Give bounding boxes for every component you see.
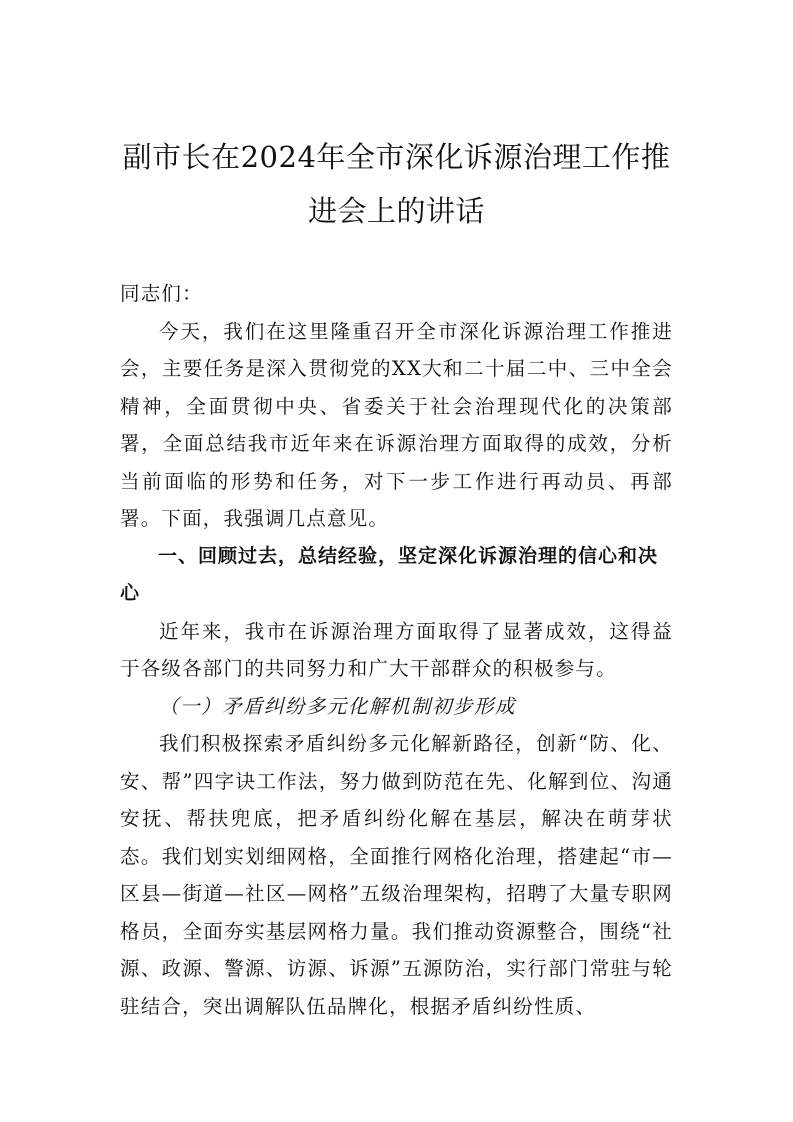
intro-paragraph: 今天，我们在这里隆重召开全市深化诉源治理工作推进会，主要任务是深入贯彻党的XX大和二十届二中、三中全会精神，全面贯彻中央、省委关于社会治理现代化的决策部署，全面总结我市近年来在诉源治理方面取得的成效，分析当前面临的形势和任务，对下一步工作进行再动员、再部署。下面，我强调几点意见。 (120, 319, 673, 530)
subsection-1-heading: （一）矛盾纠纷多元化解机制初步形成 (159, 694, 517, 718)
section-1-heading: 一、回顾过去，总结经验，坚定深化诉源治理的信心和决心 (120, 544, 659, 604)
salutation: 同志们： (120, 282, 203, 305)
document-title (110, 130, 683, 238)
section-1-intro-paragraph: 近年来，我市在诉源治理方面取得了显著成效，这得益于各级各部门的共同努力和广大干部群众的积极参与。 (120, 619, 673, 680)
title-line-1: 副市长在2024年全市深化诉源治理工作推 (122, 140, 671, 174)
subsection-1-paragraph: 我们积极探索矛盾纠纷多元化解新路径，创新“防、化、安、帮”四字诀工作法，努力做到防范在先、化解到位、沟通安抚、帮扶兜底，把矛盾纠纷化解在基层，解决在萌芽状态。我们划实划细网格，全面推行网格化治理，搭建起“市—区县—街道—社区—网格”五级治理架构，招聘了大量专职网格员，全面夯实基层网格力量。我们推动资源整合，围绕“社源、政源、警源、访源、诉源”五源防治，实行部门常驻与轮驻结合，突出调解队伍品牌化，根据矛盾纠纷性质、 (120, 732, 673, 1018)
document-body (120, 275, 673, 1025)
title-line-2: 进会上的讲话 (307, 194, 485, 228)
